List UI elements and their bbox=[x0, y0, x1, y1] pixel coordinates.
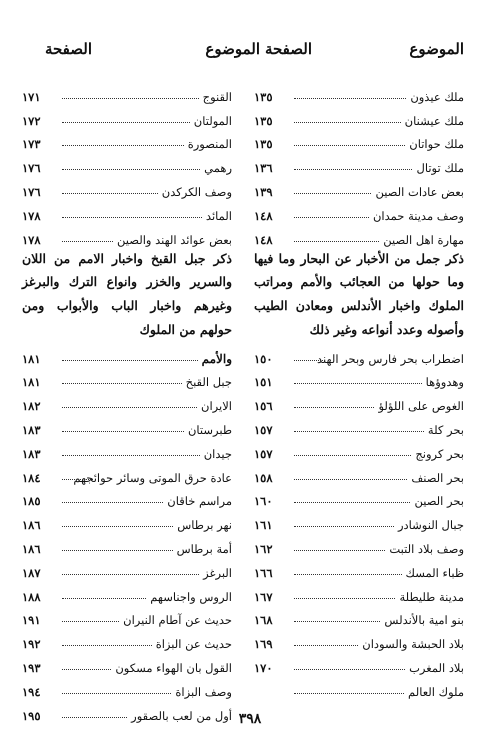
entry-page: ١٥١ bbox=[254, 375, 273, 390]
left-top-rows bbox=[22, 80, 232, 247]
right-column bbox=[254, 80, 464, 699]
dot-leader bbox=[294, 526, 394, 527]
entry-title: القنوج bbox=[202, 89, 232, 104]
left-column bbox=[22, 80, 232, 723]
dot-leader bbox=[62, 645, 152, 646]
dot-leader bbox=[62, 360, 198, 361]
entry-title: وصف مدينة حمدان bbox=[372, 208, 464, 223]
list-item bbox=[254, 199, 464, 223]
entry-page: ١٧٦ bbox=[22, 161, 41, 176]
dot-leader bbox=[62, 621, 119, 622]
page-number: ٣٩٨ bbox=[238, 711, 262, 727]
entry-title: ملك عيذون bbox=[410, 89, 464, 104]
dot-leader bbox=[62, 598, 146, 599]
entry-title: المنصورة bbox=[187, 137, 232, 152]
entry-title: جبال النوشادر bbox=[397, 518, 464, 533]
entry-title: والأمم bbox=[201, 351, 232, 366]
entry-page: ١٣٥ bbox=[254, 137, 273, 152]
list-item bbox=[254, 627, 464, 651]
dot-leader bbox=[294, 550, 385, 551]
entry-title: المولتان bbox=[193, 113, 232, 128]
dot-leader bbox=[294, 241, 379, 242]
list-item bbox=[254, 532, 464, 556]
entry-page: ١٩٢ bbox=[22, 637, 41, 652]
dot-leader bbox=[62, 145, 184, 146]
dot-leader bbox=[62, 502, 163, 503]
entry-title: بحر الصنف bbox=[411, 470, 464, 485]
header-left-subject: الموضوع bbox=[205, 40, 260, 58]
entry-page: ١٦٢ bbox=[254, 541, 273, 556]
dot-leader bbox=[294, 479, 407, 480]
list-item bbox=[22, 104, 232, 128]
entry-title: وهدوؤها bbox=[425, 375, 464, 390]
entry-page: ١٨١ bbox=[22, 375, 41, 390]
entry-page: ١٣٥ bbox=[254, 89, 273, 104]
left-bottom-rows bbox=[22, 366, 232, 723]
list-item bbox=[22, 342, 232, 366]
list-item bbox=[22, 151, 232, 175]
entry-title: طبرستان bbox=[187, 422, 232, 437]
entry-page: ١٧٨ bbox=[22, 232, 41, 247]
right-bold-heading: ذكر جمل من الأخبار عن البحار وما فيها وما حولها من العجائب والأمم ومراتب الملوك واخبار الأندلس ومعادن الطيب وأصوله وعدد أنواعه وغير ذلك bbox=[254, 250, 464, 337]
list-item bbox=[22, 128, 232, 152]
list-item bbox=[254, 461, 464, 485]
list-item bbox=[254, 389, 464, 413]
dot-leader bbox=[294, 574, 402, 575]
list-item bbox=[22, 80, 232, 104]
list-item bbox=[22, 508, 232, 532]
dot-leader bbox=[294, 669, 405, 670]
entry-page: ١٨٣ bbox=[22, 446, 41, 461]
entry-title: ملوك العالم bbox=[408, 684, 464, 699]
entry-page: ١٦٦ bbox=[254, 565, 273, 580]
entry-page: ١٧٠ bbox=[254, 660, 273, 675]
list-item bbox=[22, 389, 232, 413]
entry-page: ١٥٠ bbox=[254, 351, 273, 366]
list-item bbox=[254, 342, 464, 366]
dot-leader bbox=[294, 360, 325, 361]
entry-title: أول من لعب بالصقور bbox=[131, 708, 232, 723]
entry-title: بعض عادات الصين bbox=[375, 184, 464, 199]
entry-title: حديث عن البزاة bbox=[155, 637, 232, 652]
dot-leader bbox=[294, 193, 371, 194]
entry-page: ١٩٥ bbox=[22, 708, 41, 723]
list-item bbox=[22, 366, 232, 390]
header-right-page: الصفحة bbox=[264, 40, 312, 58]
list-item bbox=[22, 627, 232, 651]
entry-title: ملك توتال bbox=[416, 161, 464, 176]
entry-title: رهمي bbox=[204, 161, 232, 176]
list-item bbox=[22, 604, 232, 628]
entry-page: ١٧٨ bbox=[22, 208, 41, 223]
entry-page: ١٦٩ bbox=[254, 637, 273, 652]
dot-leader bbox=[294, 645, 358, 646]
dot-leader bbox=[294, 431, 424, 432]
right-bottom-rows bbox=[254, 342, 464, 699]
entry-title: بعض عوائد الهند والصين bbox=[117, 232, 232, 247]
entry-title: عادة حرق الموتى وسائر حوائجهم bbox=[73, 470, 232, 485]
list-item bbox=[254, 437, 464, 461]
list-item bbox=[22, 675, 232, 699]
entry-title: بحر الصين bbox=[414, 494, 464, 509]
entry-title: مراسم خاقان bbox=[167, 494, 232, 509]
entry-page: ١٩٣ bbox=[22, 660, 41, 675]
entry-page: ١٧٦ bbox=[22, 184, 41, 199]
list-item bbox=[254, 556, 464, 580]
entry-page: ١٨٦ bbox=[22, 541, 41, 556]
dot-leader bbox=[62, 669, 111, 670]
list-item bbox=[254, 413, 464, 437]
entry-page: ١٤٨ bbox=[254, 208, 273, 223]
dot-leader bbox=[294, 217, 369, 218]
dot-leader bbox=[294, 621, 380, 622]
entry-title: بحر كرونج bbox=[415, 446, 464, 461]
list-item bbox=[22, 532, 232, 556]
dot-leader bbox=[62, 455, 200, 456]
list-item bbox=[22, 651, 232, 675]
entry-page: ١٥٨ bbox=[254, 470, 273, 485]
entry-title: مدينة طليطلة bbox=[399, 589, 464, 604]
entry-page: ١٧٢ bbox=[22, 113, 41, 128]
entry-page: ١٥٦ bbox=[254, 399, 273, 414]
list-item bbox=[254, 223, 464, 247]
entry-title: ملك حواتان bbox=[409, 137, 464, 152]
entry-title: بنو امية بالأندلس bbox=[384, 613, 464, 628]
entry-page: ١٩٤ bbox=[22, 684, 41, 699]
entry-title: وصف بلاد التبت bbox=[389, 541, 464, 556]
entry-title: المائد bbox=[205, 208, 232, 223]
list-item bbox=[254, 366, 464, 390]
entry-title: بحر كلة bbox=[427, 422, 464, 437]
list-item bbox=[254, 651, 464, 675]
entry-page: ١٦٧ bbox=[254, 589, 273, 604]
entry-page: ١٨٥ bbox=[22, 494, 41, 509]
dot-leader bbox=[62, 550, 173, 551]
dot-leader bbox=[62, 693, 171, 694]
dot-leader bbox=[294, 98, 406, 99]
list-item bbox=[254, 104, 464, 128]
entry-page: ١٦٨ bbox=[254, 613, 273, 628]
dot-leader bbox=[294, 693, 404, 694]
list-item bbox=[22, 199, 232, 223]
entry-title: القول بان الهواء مسكون bbox=[115, 660, 232, 675]
entry-title: ظباء المسك bbox=[405, 565, 464, 580]
dot-leader bbox=[294, 455, 411, 456]
entry-page: ١٨٧ bbox=[22, 565, 41, 580]
entry-page: ١٣٥ bbox=[254, 113, 273, 128]
list-item bbox=[254, 80, 464, 104]
entry-title: وصف الكركدن bbox=[161, 184, 232, 199]
list-item bbox=[22, 461, 232, 485]
entry-page: ١٨١ bbox=[22, 351, 41, 366]
list-item bbox=[254, 604, 464, 628]
entry-page: ١٦٠ bbox=[254, 494, 273, 509]
dot-leader bbox=[294, 407, 374, 408]
dot-leader bbox=[62, 526, 173, 527]
list-item bbox=[254, 151, 464, 175]
header-right-subject: الموضوع bbox=[409, 40, 464, 58]
dot-leader bbox=[62, 169, 200, 170]
header-left-page: الصفحة bbox=[44, 40, 92, 58]
dot-leader bbox=[62, 431, 184, 432]
entry-title: بلاد المغرب bbox=[409, 660, 464, 675]
dot-leader bbox=[62, 193, 158, 194]
right-top-rows bbox=[254, 80, 464, 247]
list-item bbox=[254, 508, 464, 532]
list-item bbox=[22, 413, 232, 437]
dot-leader bbox=[62, 217, 202, 218]
list-item bbox=[22, 175, 232, 199]
entry-title: ملك عيشنان bbox=[404, 113, 464, 128]
dot-leader bbox=[62, 407, 197, 408]
list-item bbox=[22, 223, 232, 247]
list-item bbox=[254, 580, 464, 604]
list-item bbox=[254, 675, 464, 699]
entry-title: جيدان bbox=[203, 446, 232, 461]
dot-leader bbox=[294, 502, 410, 503]
entry-title: بلاد الحبشة والسودان bbox=[362, 637, 464, 652]
dot-leader bbox=[294, 169, 412, 170]
dot-leader bbox=[294, 598, 395, 599]
entry-title: جبل القبخ bbox=[185, 375, 232, 390]
entry-page: ١٣٩ bbox=[254, 184, 273, 199]
dot-leader bbox=[62, 479, 93, 480]
left-bold-heading: ذكر جبل القبخ واخبار الامم من اللان والسرير والخزر وانواع الترك والبرغز وغيرهم واخبار الباب والأبواب ومن حولهم من الملوك bbox=[22, 250, 232, 337]
entry-title: مهارة اهل الصين bbox=[383, 232, 464, 247]
list-item bbox=[254, 128, 464, 152]
entry-page: ١٧٣ bbox=[22, 137, 41, 152]
entry-page: ١٣٦ bbox=[254, 161, 273, 176]
entry-page: ١٨٨ bbox=[22, 589, 41, 604]
entry-title: حديث عن آطام النيران bbox=[123, 613, 232, 628]
dot-leader bbox=[62, 383, 182, 384]
dot-leader bbox=[62, 574, 199, 575]
entry-title: الروس واجناسهم bbox=[150, 589, 232, 604]
entry-title: وصف البزاة bbox=[175, 684, 232, 699]
entry-page: ١٩١ bbox=[22, 613, 41, 628]
entry-title: الايران bbox=[201, 399, 232, 414]
dot-leader bbox=[294, 383, 422, 384]
dot-leader bbox=[62, 122, 190, 123]
entry-title: نهر برطاس bbox=[177, 518, 232, 533]
list-item bbox=[22, 556, 232, 580]
list-item bbox=[254, 485, 464, 509]
list-item bbox=[22, 580, 232, 604]
entry-title: أمة برطاس bbox=[176, 541, 232, 556]
entry-page: ١٤٨ bbox=[254, 232, 273, 247]
entry-page: ١٦١ bbox=[254, 518, 273, 533]
entry-title: الغوص على اللؤلؤ bbox=[378, 399, 464, 414]
dot-leader bbox=[62, 241, 113, 242]
entry-title: البرغز bbox=[203, 565, 232, 580]
entry-page: ١٨٢ bbox=[22, 399, 41, 414]
dot-leader bbox=[294, 122, 401, 123]
entry-page: ١٨٤ bbox=[22, 470, 41, 485]
dot-leader bbox=[294, 145, 405, 146]
entry-page: ١٥٧ bbox=[254, 422, 273, 437]
entry-title: اضطراب بحر فارس وبحر الهند bbox=[317, 351, 464, 366]
list-item bbox=[254, 175, 464, 199]
entry-page: ١٨٣ bbox=[22, 422, 41, 437]
list-item bbox=[22, 485, 232, 509]
entry-page: ١٨٦ bbox=[22, 518, 41, 533]
list-item bbox=[22, 437, 232, 461]
entry-page: ١٧١ bbox=[22, 89, 41, 104]
entry-page: ١٥٧ bbox=[254, 446, 273, 461]
dot-leader bbox=[62, 98, 199, 99]
